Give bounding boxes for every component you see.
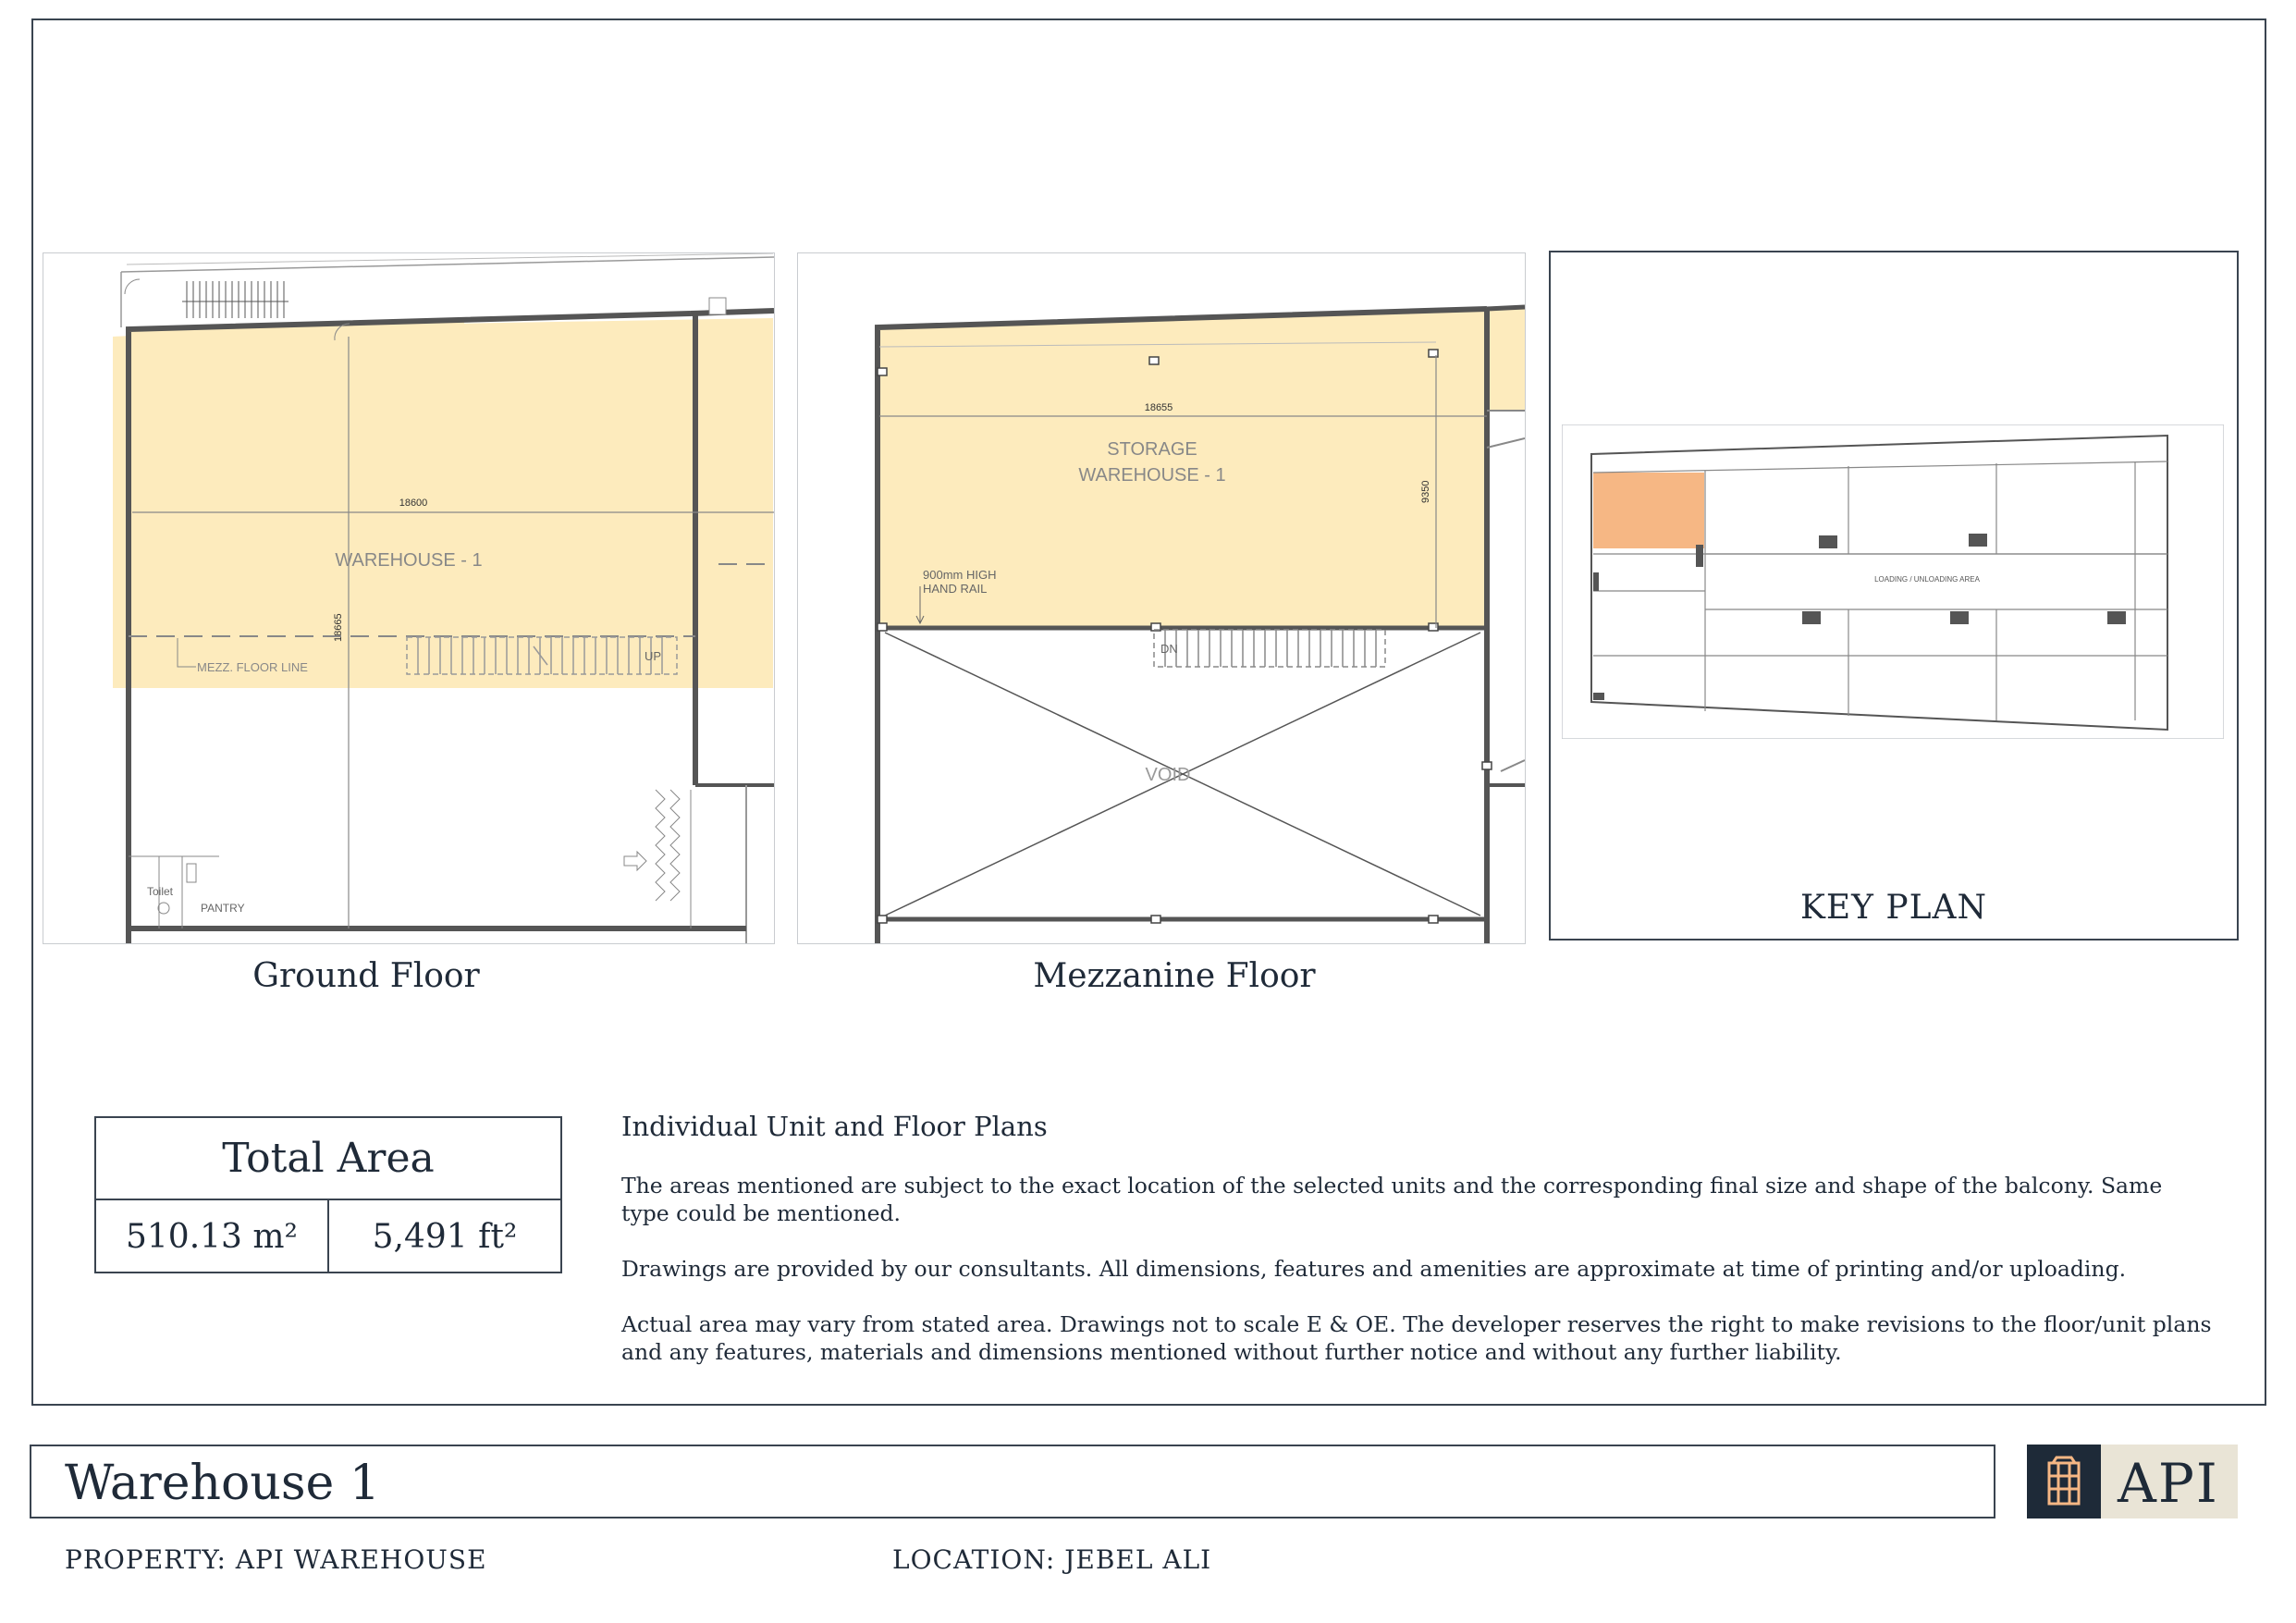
key-plan [1549, 251, 2239, 941]
api-logo-text: API [2118, 1452, 2219, 1515]
key-plan-highlight [1593, 473, 1704, 548]
mezz-room-label-2: WAREHOUSE - 1 [1078, 465, 1226, 486]
stairs-down-label: DN [1160, 642, 1178, 656]
disclaimer-notes [621, 1113, 2212, 1394]
mezz-dim-horizontal: 18655 [1144, 402, 1173, 413]
api-logo-icon [2027, 1445, 2101, 1518]
ground-dim-horizontal: 18600 [399, 498, 428, 509]
total-area-table [94, 1116, 562, 1273]
area-sqm: 510.13 m² [126, 1218, 298, 1256]
location-label: LOCATION: JEBEL ALI [892, 1544, 1212, 1575]
notes-heading: Individual Unit and Floor Plans [621, 1111, 1048, 1142]
key-plan-title: KEY PLAN [1799, 889, 1987, 927]
notes-paragraph-1: The areas mentioned are subject to the exact location of the selected units and the corresponding final size and shape of the balcony. Same type could be mentioned. [621, 1173, 2163, 1226]
notes-paragraph-2: Drawings are provided by our consultants. All dimensions, features and amenities are approximate at time of printing and/or uploading. [621, 1256, 2127, 1282]
unit-title: Warehouse 1 [65, 1456, 380, 1511]
area-sqft: 5,491 ft² [327, 1200, 560, 1273]
unit-title-bar [30, 1445, 1995, 1518]
total-area-title: Total Area [96, 1118, 560, 1200]
mezz-floor-line-label: MEZZ. FLOOR LINE [197, 660, 308, 674]
api-logo [2027, 1445, 2238, 1518]
ground-room-label: WAREHOUSE - 1 [335, 550, 483, 571]
mezz-room-label-1: STORAGE [1107, 439, 1197, 460]
toilet-label: Toilet [147, 885, 174, 898]
hand-rail-label-1: 900mm HIGH [923, 568, 997, 582]
notes-paragraph-3: Actual area may vary from stated area. Drawings not to scale E & OE. The developer reserves the right to make revisions to the floor/unit plans and any features, materials and dimensions mentioned without further notice and without any further liability. [621, 1311, 2212, 1365]
ground-floor-plan [43, 252, 775, 944]
mezzanine-floor-plan [797, 252, 1526, 944]
ground-floor-caption: Ground Floor [252, 957, 480, 995]
mezz-dim-vertical: 9350 [1420, 480, 1431, 503]
ground-dim-vertical: 18665 [333, 613, 344, 642]
void-label: VOID [1145, 765, 1191, 785]
property-label: PROPERTY: API WAREHOUSE [65, 1544, 487, 1575]
mezzanine-floor-caption: Mezzanine Floor [1033, 957, 1316, 995]
key-plan-loading-label: LOADING / UNLOADING AREA [1874, 575, 1980, 584]
stairs-up-label: UP [645, 649, 662, 663]
pantry-label: PANTRY [201, 902, 245, 915]
hand-rail-label-2: HAND RAIL [923, 582, 988, 596]
